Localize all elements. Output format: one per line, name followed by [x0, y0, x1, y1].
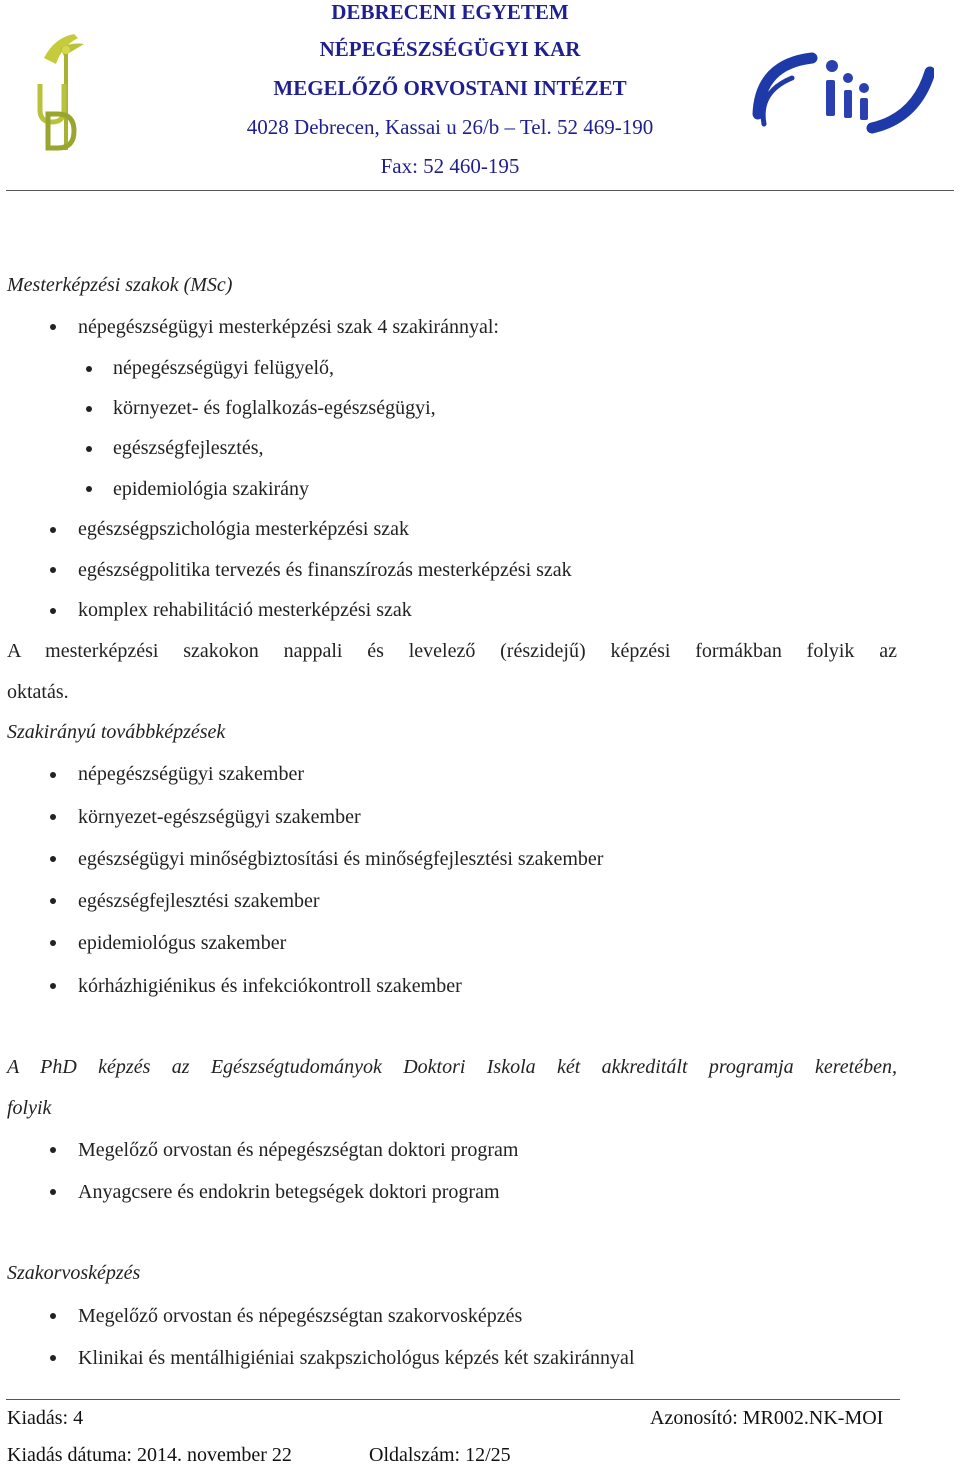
list-item: Megelőző orvostan és népegészségtan szakorvosképzés: [78, 1305, 523, 1327]
institution-name: DEBRECENI EGYETEM: [331, 0, 569, 24]
institute-name: MEGELŐZŐ ORVOSTANI INTÉZET: [273, 76, 627, 100]
edition-label: Kiadás: 4: [7, 1407, 84, 1429]
page-number: Oldalszám: 12/25: [369, 1444, 511, 1466]
fax-line: Fax: 52 460-195: [380, 154, 520, 178]
list-item: Klinikai és mentálhigiéniai szakpszichológus képzés két szakiránnyal: [78, 1347, 635, 1369]
bullet-icon: [50, 324, 56, 330]
bullet-icon: [50, 898, 56, 904]
address-line: 4028 Debrecen, Kassai u 26/b – Tel. 52 469-190: [246, 115, 654, 139]
footer-divider: [6, 1399, 900, 1400]
msc-heading: Mesterképzési szakok (MSc): [7, 274, 233, 296]
faculty-name: NÉPEGÉSZSÉGÜGYI KAR: [319, 37, 581, 61]
phd-intro-end: folyik: [7, 1097, 52, 1119]
bullet-icon: [50, 856, 56, 862]
edition-date: Kiadás dátuma: 2014. november 22: [7, 1444, 292, 1466]
document-id: Azonosító: MR002.NK-MOI: [650, 1407, 884, 1429]
msc-note: A mesterképzési szakokon nappali és levelező (részidejű) képzési formákban folyik az: [7, 640, 897, 662]
bullet-icon: [86, 406, 92, 412]
sub-list-item: epidemiológia szakirány: [113, 478, 310, 500]
list-item: komplex rehabilitáció mesterképzési szak: [78, 599, 412, 621]
list-item: Anyagcsere és endokrin betegségek doktori program: [78, 1181, 500, 1203]
bullet-icon: [50, 814, 56, 820]
list-item: kórházhigiénikus és infekciókontroll szakember: [78, 975, 462, 997]
list-item: népegészségügyi szakember: [78, 763, 305, 785]
list-item: egészségfejlesztési szakember: [78, 890, 320, 912]
bullet-icon: [86, 366, 92, 372]
sub-list-item: egészségfejlesztés,: [113, 437, 264, 459]
msc-note-end: oktatás.: [7, 681, 69, 703]
phd-intro: A PhD képzés az Egészségtudományok Doktori Iskola két akkreditált programja keretében,: [7, 1056, 897, 1078]
bullet-icon: [50, 1313, 56, 1319]
bullet-icon: [50, 1355, 56, 1361]
bullet-icon: [86, 486, 92, 492]
specialist-heading: Szakorvosképzés: [7, 1262, 141, 1284]
bullet-icon: [50, 1147, 56, 1153]
bullet-icon: [50, 527, 56, 533]
list-item: egészségügyi minőségbiztosítási és minőségfejlesztési szakember: [78, 848, 604, 870]
bullet-icon: [50, 940, 56, 946]
further-training-heading: Szakirányú továbbképzések: [7, 721, 226, 743]
bullet-icon: [50, 1189, 56, 1195]
bullet-icon: [86, 446, 92, 452]
list-item: egészségpolitika tervezés és finanszírozás mesterképzési szak: [78, 559, 572, 581]
sub-list-item: környezet- és foglalkozás-egészségügyi,: [113, 397, 436, 419]
faculty-logo: [752, 44, 934, 140]
letterhead: [0, 0, 960, 192]
bullet-icon: [50, 608, 56, 614]
bullet-icon: [50, 567, 56, 573]
list-item: Megelőző orvostan és népegészségtan doktori program: [78, 1139, 519, 1161]
bullet-icon: [50, 772, 56, 778]
list-item: epidemiológus szakember: [78, 932, 287, 954]
university-crest-logo: [34, 28, 90, 158]
list-item: népegészségügyi mesterképzési szak 4 szakiránnyal:: [78, 316, 499, 338]
header-divider: [6, 190, 954, 191]
list-item: egészségpszichológia mesterképzési szak: [78, 518, 409, 540]
list-item: környezet-egészségügyi szakember: [78, 806, 361, 828]
sub-list-item: népegészségügyi felügyelő,: [113, 357, 335, 379]
bullet-icon: [50, 983, 56, 989]
